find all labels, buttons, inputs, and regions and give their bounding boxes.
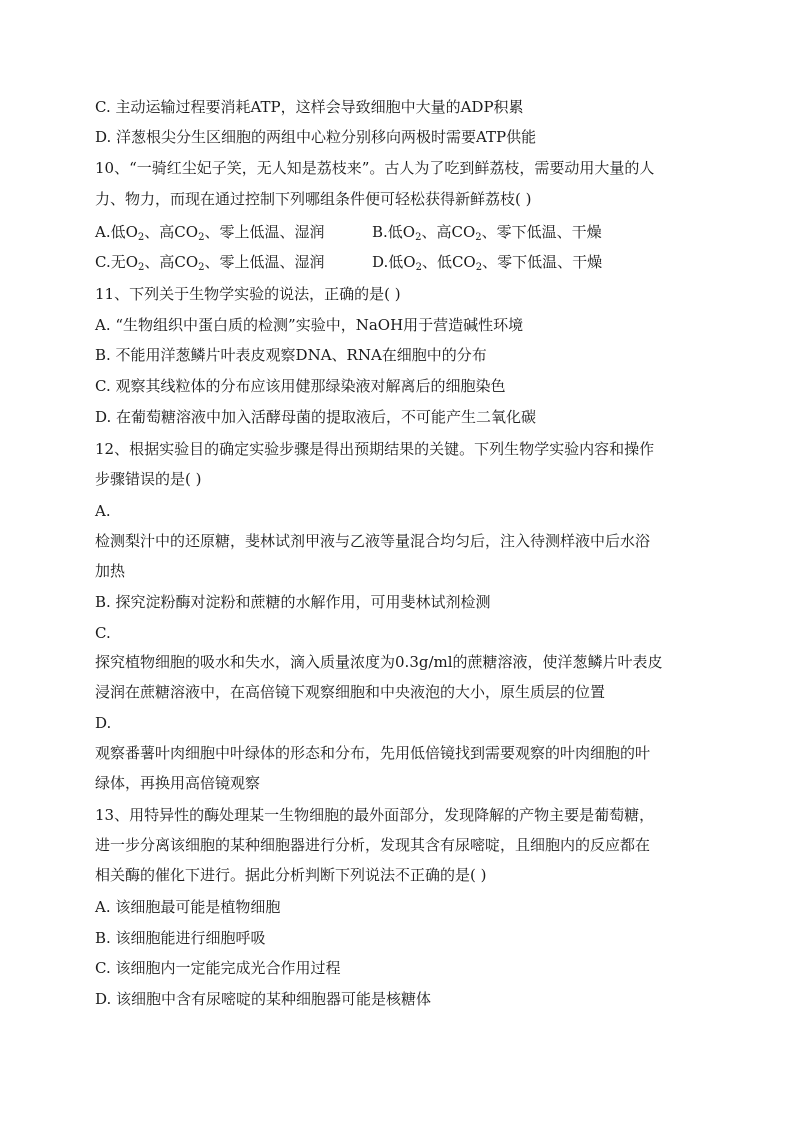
q13-option-d: D. 该细胞中含有尿嘧啶的某种细胞器可能是核糖体 xyxy=(95,990,432,1008)
q11-option-a: A. “生物组织中蛋白质的检测”实验中，NaOH用于营造碱性环境 xyxy=(95,316,524,334)
q11-option-b: B. 不能用洋葱鳞片叶表皮观察DNA、RNA在细胞中的分布 xyxy=(95,346,487,364)
q13-option-c: C. 该细胞内一定能完成光合作用过程 xyxy=(95,959,341,977)
q12-stem-line1: 12、根据实验目的确定实验步骤是得出预期结果的关键。下列生物学实验内容和操作 xyxy=(95,440,655,458)
q12-stem-line2: 步骤错误的是( ) xyxy=(95,470,202,488)
q9-option-c: C. 主动运输过程要消耗ATP，这样会导致细胞中大量的ADP积累 xyxy=(95,98,524,116)
q12-option-a-label: A. xyxy=(95,502,111,520)
q13-stem-line1: 13、用特异性的酶处理某一生物细胞的最外面部分，发现降解的产物主要是葡萄糖， xyxy=(95,806,655,824)
q10-option-a: A.低$O_2$、高$CO_2$、零上低温、湿润 xyxy=(95,223,325,243)
q12-option-c-label: C. xyxy=(95,624,111,642)
q12-option-c-line1: 探究植物细胞的吸水和失水，滴入质量浓度为0.3g/ml的蔗糖溶液，使洋葱鳞片叶表皮 xyxy=(95,653,663,671)
q10-stem-line1: 10、“一骑红尘妃子笑，无人知是荔枝来”。古人为了吃到鲜荔枝，需要动用大量的人 xyxy=(95,159,655,177)
q10-option-c: C.无$O_2$、高$CO_2$、零上低温、湿润 xyxy=(95,253,325,273)
q12-option-d-label: D. xyxy=(95,714,112,732)
q12-option-a-line1: 检测梨汁中的还原糖，斐林试剂甲液与乙液等量混合均匀后，注入待测样液中后水浴 xyxy=(95,532,651,550)
q11-stem: 11、下列关于生物学实验的说法，正确的是( ) xyxy=(95,285,401,303)
q13-option-b: B. 该细胞能进行细胞呼吸 xyxy=(95,929,266,947)
q11-option-c: C. 观察其线粒体的分布应该用健那绿染液对解离后的细胞染色 xyxy=(95,377,506,395)
q12-option-a-line2: 加热 xyxy=(95,562,126,580)
q10-option-b: B.低$O_2$、高$CO_2$、零下低温、干燥 xyxy=(372,223,602,243)
q11-option-d: D. 在葡萄糖溶液中加入活酵母菌的提取液后，不可能产生二氧化碳 xyxy=(95,408,537,426)
q10-stem-line2: 力、物力，而现在通过控制下列哪组条件便可轻松获得新鲜荔枝( ) xyxy=(95,190,532,208)
q13-option-a: A. 该细胞最可能是植物细胞 xyxy=(95,898,281,916)
q10-option-d: D.低$O_2$、低$CO_2$、零下低温、干燥 xyxy=(372,253,603,273)
q12-option-d-line2: 绿体，再换用高倍镜观察 xyxy=(95,774,261,792)
q12-option-c-line2: 浸润在蔗糖溶液中，在高倍镜下观察细胞和中央液泡的大小，原生质层的位置 xyxy=(95,683,606,701)
q12-option-b: B. 探究淀粉酶对淀粉和蔗糖的水解作用，可用斐林试剂检测 xyxy=(95,593,491,611)
q13-stem-line3: 相关酶的催化下进行。据此分析判断下列说法不正确的是( ) xyxy=(95,866,487,884)
q12-option-d-line1: 观察番薯叶肉细胞中叶绿体的形态和分布，先用低倍镜找到需要观察的叶肉细胞的叶 xyxy=(95,744,651,762)
q13-stem-line2: 进一步分离该细胞的某种细胞器进行分析，发现其含有尿嘧啶，且细胞内的反应都在 xyxy=(95,836,651,854)
q9-option-d: D. 洋葱根尖分生区细胞的两组中心粒分别移向两极时需要ATP供能 xyxy=(95,128,537,146)
